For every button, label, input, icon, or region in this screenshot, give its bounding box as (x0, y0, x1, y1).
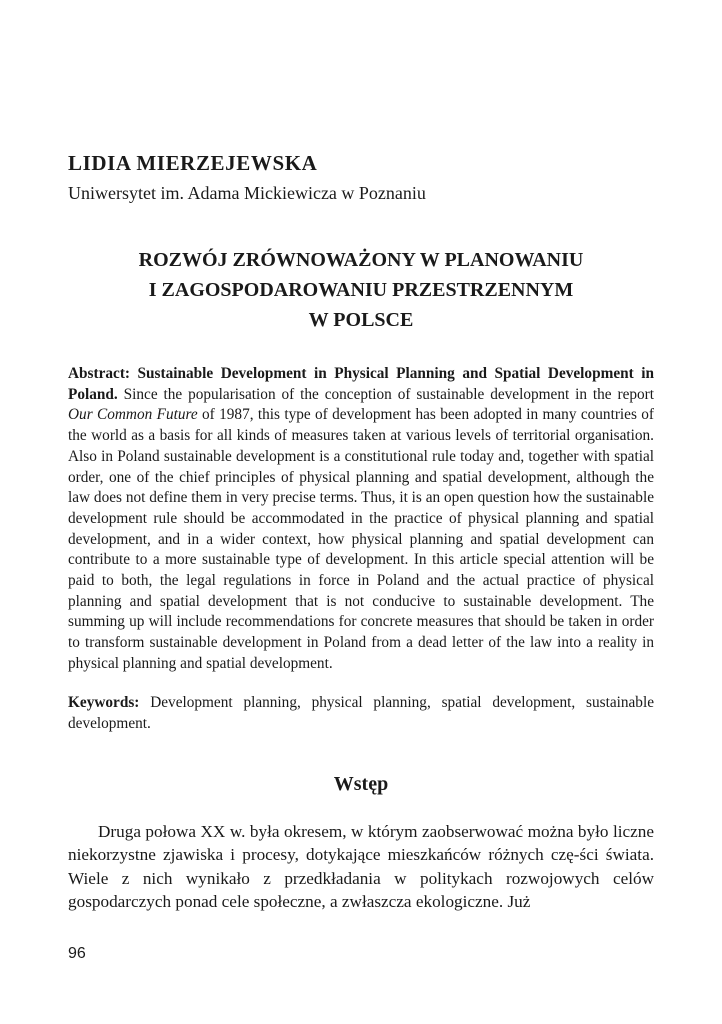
keywords (68, 693, 654, 734)
title-line-1: ROZWÓJ ZRÓWNOWAŻONY W PLANOWANIU (138, 249, 584, 271)
author-name: LIDIA MIERZEJEWSKA (68, 151, 318, 175)
title-line-2: I ZAGOSPODAROWANIU PRZESTRZENNYM (148, 279, 574, 301)
body-paragraph: Druga połowa XX w. była okresem, w którym zaobserwować można było liczne niekorzystne zjawiska i procesy, dotykające mieszkańców różnych czę-ści świata. Wiele z nich wynikało z przedkładania w politykach rozwojowych celów gospodarczych ponad cele społeczne, a zwłaszcza ekologiczne. Już (68, 822, 654, 911)
keywords-label: Keywords: (68, 694, 140, 711)
author-affiliation: Uniwersytet im. Adama Mickiewicza w Poznaniu (68, 183, 426, 203)
abstract-label: Abstract: Sustainable Development in Physical Planning and Spatial Development in Poland. (68, 365, 654, 403)
article-title (68, 245, 654, 335)
abstract-text-after: of 1987, this type of development has been adopted in many countries of the world as a basis for all kinds of measures taken at various levels of territorial organisation. Also in Poland sustainable development is a constitutional rule today and, together with spatial order, one of the chief principles of physical planning and spatial development, although the law does not define them in very precise terms. Thus, it is an open question how the sustainable development rule should be accommodated in the practice of physical planning and spatial development, and in a wider context, how physical planning and spatial development can contribute to a more sustainable type of development. In this article special attention will be paid to both, the legal regulations in force in Poland and the actual practice of physical planning and spatial development that is not conducive to sustainable development. The summing up will include recommendations for concrete measures that should be taken in order to transform sustainable development in Poland from a dead letter of the law into a reality in physical planning and spatial development. (68, 406, 655, 672)
abstract-text-before: Since the popularisation of the conception of sustainable development in the report (117, 385, 654, 403)
title-line-3: W POLSCE (308, 309, 414, 331)
abstract (68, 364, 654, 675)
page-number: 96 (68, 945, 86, 962)
report-title: Our Common Future (68, 406, 198, 424)
section-heading: Wstęp (333, 773, 389, 795)
keywords-text: Development planning, physical planning, spatial development, sustainable development. (68, 694, 654, 732)
